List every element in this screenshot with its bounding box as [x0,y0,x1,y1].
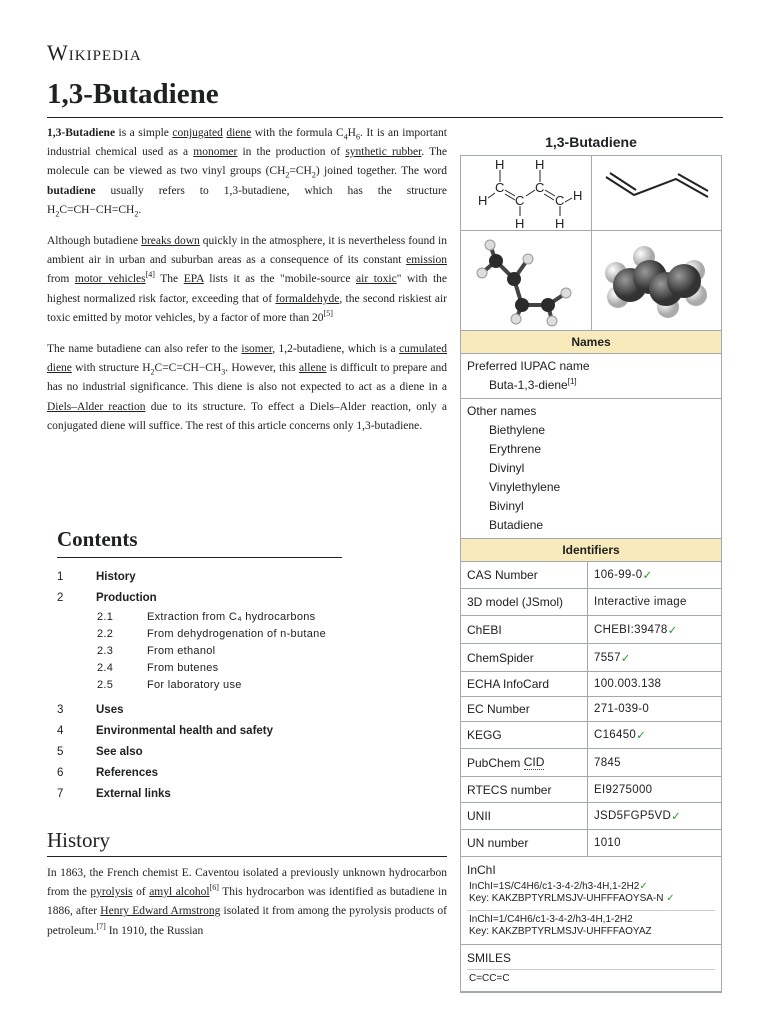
iupac-reference[interactable]: [1] [567,377,577,386]
structure-images-row [461,156,721,231]
text-run: In 1863, the French chemist E. Caventou isolated a previously unknown hydrocarbon from the [47,867,447,899]
toc-number: 6 [57,766,64,779]
history-section [47,864,447,953]
names-section-header: Names [461,331,721,354]
toc-label: Environmental health and safety [96,724,274,737]
intro-paragraph-1 [47,124,447,220]
article-link[interactable]: emission [406,254,447,267]
infobox [460,131,722,993]
other-name-item: Erythrene [489,442,542,456]
article-link[interactable]: cumulated diene [47,343,447,375]
toc-number: 2.5 [97,678,114,691]
text-run: quickly in the atmosphere, it is nevertheless found in ambient air in urban and suburban areas as a consequence of its constant [47,235,447,267]
toc-item-2-5[interactable] [57,676,342,693]
skeletal-formula-image[interactable] [591,156,722,230]
model-images-row [461,231,721,331]
toc-item-1[interactable] [57,566,342,587]
subscript: 2 [55,209,60,219]
toc-number: 2.4 [97,661,114,674]
text-run: . However, this [225,362,299,375]
text-run: In 1910, the Russian [105,924,204,937]
text-run: isolated it from among the pyrolysis products of petroleum. [47,905,447,937]
inchi-label: InChI [467,863,496,877]
subscript: 4 [343,132,348,142]
toc-label: See also [96,745,143,758]
article-link[interactable]: motor vehicles [74,273,146,286]
identifier-value[interactable]: C16450 ✓ [594,729,647,742]
subscript: 2 [134,209,139,219]
svg-text:H: H [554,216,565,228]
toc-label: References [96,766,159,779]
identifier-value[interactable]: 106-99-0 ✓ [594,569,653,582]
identifier-label[interactable]: KEGG [461,722,588,748]
identifiers-table [461,562,721,857]
intro-section [47,124,447,448]
toc-number: 4 [57,724,64,737]
identifier-label[interactable]: UNII [461,803,588,829]
text-run: The name butadiene can also refer to the [47,343,242,356]
iupac-name-value: Buta-1,3-diene[1] [489,377,577,392]
bold-term: butadiene [47,184,96,197]
article-link[interactable]: EPA [183,273,204,286]
table-of-contents [57,527,342,804]
identifier-label[interactable]: RTECS number [461,777,588,802]
article-link[interactable]: allene [298,362,327,375]
history-paragraph-1 [47,864,447,941]
text-run: . The molecule can be viewed as two vinyl groups (CH [47,146,447,178]
citation-link[interactable]: [7] [96,921,106,931]
toc-item-2-1[interactable] [57,608,342,625]
inchi-2-value: InChI=1/C4H6/c1-3-4-2/h3-4H,1-2H2 [469,914,633,925]
article-link[interactable]: breaks down [141,235,200,248]
toc-label: From dehydrogenation of n-butane [147,627,326,640]
inchi-1-value: InChI=1S/C4H6/c1-3-4-2/h3-4H,1-2H2✓ [469,881,648,892]
identifier-label[interactable]: ChEBI [461,616,588,643]
identifier-value[interactable]: 7845 [594,756,621,769]
identifier-label[interactable]: 3D model (JSmol) [461,589,588,615]
svg-text:H: H [534,158,545,172]
citation-link[interactable]: [5] [323,309,333,318]
other-names-block [461,399,721,539]
toc-number: 7 [57,787,64,800]
identifier-label[interactable]: PubChem CID [461,749,588,776]
svg-text:C: C [534,180,545,195]
svg-text:C: C [494,180,505,195]
toc-label: From ethanol [147,644,216,657]
toc-item-2-2[interactable] [57,625,342,642]
identifier-value[interactable]: JSD5FGP5VD ✓ [594,810,682,823]
page-title: 1,3-Butadiene [47,78,219,110]
identifiers-section-header: Identifiers [461,539,721,562]
title-divider [47,117,723,118]
text-run: of [132,886,150,899]
toc-item-2-3[interactable] [57,642,342,659]
toc-label: For laboratory use [147,678,242,691]
text-run: usually refers to 1,3-butadiene, which has the structure H [47,184,447,216]
other-name-item: Biethylene [489,423,546,437]
subscript: 3 [221,367,226,377]
structural-formula-image[interactable] [461,156,591,230]
verified-check-icon: ✓ [620,652,631,665]
article-link[interactable]: formaldehyde [275,292,340,305]
toc-label: Extraction from C₄ hydrocarbons [147,610,316,623]
svg-text:H: H [514,216,525,228]
text-run: ) joined together. The word [315,165,447,178]
iupac-name-block [461,354,721,399]
svg-text:H: H [477,193,488,208]
inchi-standard [467,881,715,905]
text-run: , 1,2-butadiene, which is a [272,343,400,356]
toc-number: 1 [57,570,64,583]
toc-number: 2 [57,591,64,604]
toc-label: Uses [96,703,124,716]
contents-divider [57,557,342,558]
article-link[interactable]: pyrolysis [90,886,133,899]
identifier-row [461,777,721,803]
text-run: due to its structure. To effect a Diels–Alder reaction, only a conjugated diene will suffice. The rest of this article concerns only 1,3-butadiene. [47,400,448,432]
other-name-item: Butadiene [489,518,544,532]
identifier-row [461,562,721,589]
svg-text:H: H [572,188,583,203]
svg-text:C: C [514,193,525,208]
toc-label: External links [96,787,171,800]
identifier-value[interactable]: 100.003.138 [594,678,662,690]
toc-number: 5 [57,745,64,758]
text-run: =CH [289,165,312,178]
toc-item-6[interactable] [57,762,342,783]
article-link[interactable]: Diels–Alder reaction [47,400,146,413]
identifier-value[interactable]: 271-039-0 [594,703,650,715]
toc-number: 2.1 [97,610,114,623]
verified-check-icon: ✓ [671,811,682,823]
smiles-block [461,945,721,993]
identifier-value[interactable]: 7557 ✓ [594,651,631,665]
identifier-label[interactable]: UN number [461,830,588,856]
article-link[interactable]: air toxic [356,273,397,286]
other-name-item: Divinyl [489,461,525,475]
space-filling-model-image[interactable] [591,231,722,330]
text-run: from [47,273,75,286]
text-run: H [347,127,356,139]
subscript: 6 [355,132,360,142]
subscript: 2 [311,170,316,180]
other-names-label: Other names [467,404,537,418]
history-heading: History [47,828,110,852]
article-link[interactable]: amyl alcohol [149,886,210,899]
article-link[interactable]: conjugated [172,127,223,139]
subscript: 2 [150,367,155,377]
iupac-name-label: Preferred IUPAC name [467,359,590,373]
contents-heading: Contents [57,527,138,551]
identifier-row [461,803,721,830]
other-name-item: Bivinyl [489,499,524,513]
identifier-label[interactable]: EC Number [461,697,588,721]
subscript: 2 [285,170,290,180]
toc-item-2-4[interactable] [57,659,342,676]
toc-number: 2.2 [97,627,114,640]
smiles-value: C=CC=C [469,973,510,984]
other-names-list [467,421,715,535]
intro-paragraph-3 [47,340,447,436]
toc-item-5[interactable] [57,741,342,762]
citation-link[interactable]: [4] [145,270,155,280]
identifier-row [461,722,721,749]
identifier-row [461,830,721,857]
history-divider [47,856,447,857]
article-link[interactable]: monomer [193,146,238,159]
ball-and-stick-model-image[interactable] [461,231,591,330]
text-run: The [154,273,184,286]
identifier-row [461,616,721,644]
inchi-key-1: Key: KAKZBPTYRLMSJV-UHFFFAOYSA-N ✓ [469,893,675,904]
toc-item-7[interactable] [57,783,342,804]
toc-item-3[interactable] [57,699,342,720]
text-run: is a simple [115,127,173,139]
text-run: in the production of [237,146,346,159]
text-run: " with the highest normalized risk factor, exceeding that of [47,273,447,305]
verified-check-icon: ✓ [636,730,647,742]
toc-label: Production [96,591,157,604]
toc-label: History [96,570,136,583]
identifier-row [461,672,721,697]
verified-check-icon: ✓ [642,570,653,582]
inchi-key-2: Key: KAKZBPTYRLMSJV-UHFFFAOYAZ [469,926,652,937]
toc-list [57,566,342,804]
svg-text:H: H [494,158,505,172]
article-link[interactable]: diene [226,127,252,139]
toc-number: 2.3 [97,644,114,657]
text-run: with structure H [71,362,151,375]
identifier-value[interactable]: Interactive image [594,596,687,608]
identifier-label[interactable]: ECHA InfoCard [461,672,588,696]
text-run: . It is an important industrial chemical used as a [47,127,448,159]
text-run: C=C=CH−CH [154,362,222,375]
identifier-value[interactable]: 1010 [594,837,621,849]
identifier-label[interactable]: CAS Number [461,562,588,588]
inchi-nonstandard [467,914,715,942]
intro-paragraph-2 [47,232,447,328]
infobox-title: 1,3-Butadiene [545,134,637,150]
toc-label: From butenes [147,661,219,674]
article-link[interactable]: isomer [241,343,273,356]
verified-check-icon: ✓ [667,624,678,637]
svg-text:C: C [554,193,565,208]
article-link[interactable]: synthetic rubber [345,146,422,159]
inchi-block [461,857,721,945]
bold-term: 1,3-Butadiene [47,127,116,139]
toc-item-4[interactable] [57,720,342,741]
text-run: is difficult to prepare and has no industrial significance. This diene is also not expected to act as a diene in a [47,362,448,394]
identifier-row [461,589,721,616]
text-run: This hydrocarbon was identified as butadiene in 1886, after [47,886,447,918]
text-run: lists it as the "mobile-source [203,273,357,286]
identifier-value[interactable]: EI9275000 [594,783,653,796]
toc-number: 3 [57,703,64,716]
identifier-row [461,644,721,672]
text-run: , the second riskiest air toxic emitted by motor vehicles, by a factor of more than 20 [47,292,447,324]
text-run: with the formula C [251,127,344,139]
identifier-row [461,697,721,722]
text-run: C=CH−CH=CH [59,203,135,216]
smiles-label: SMILES [467,951,512,965]
identifier-value[interactable]: CHEBI:39478 ✓ [594,623,678,637]
citation-link[interactable]: [6] [209,883,219,893]
wikipedia-logo[interactable]: Wikipedia [47,40,142,65]
identifier-label[interactable]: ChemSpider [461,644,588,671]
text-run: . [138,203,142,216]
toc-item-2[interactable] [57,587,342,608]
text-run: Although butadiene [47,235,142,248]
identifier-row [461,749,721,777]
article-link[interactable]: Henry Edward Armstrong [100,905,221,918]
other-name-item: Vinylethylene [489,480,561,494]
